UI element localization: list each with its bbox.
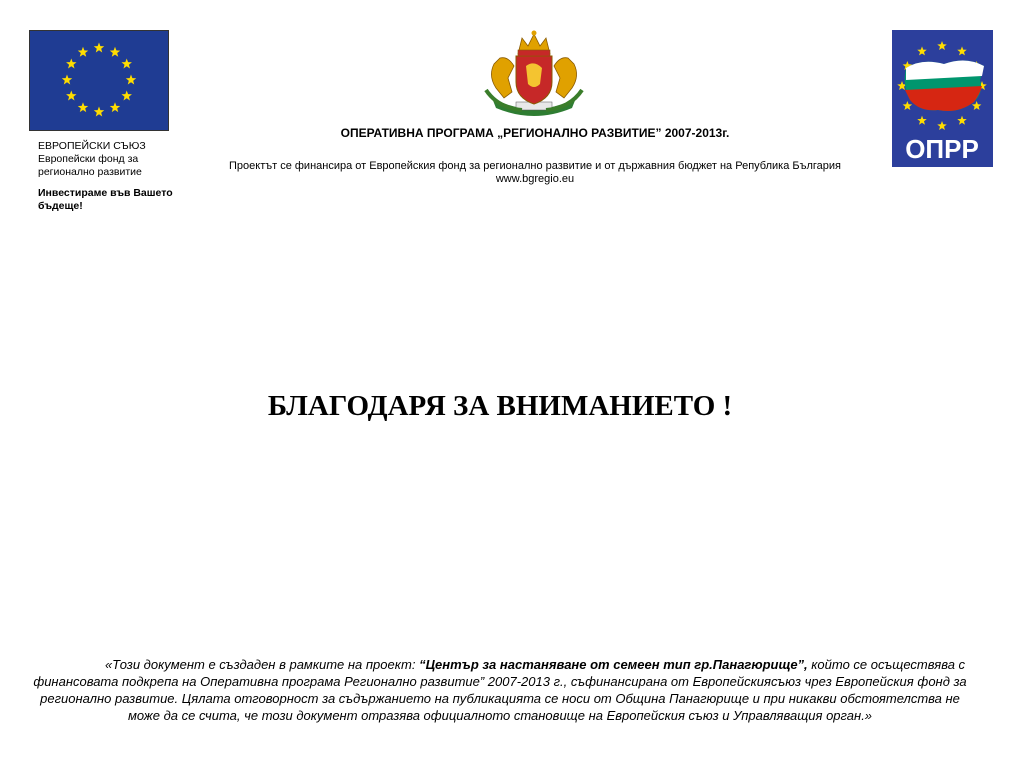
thank-you-heading: БЛАГОДАРЯ ЗА ВНИМАНИЕТО ! xyxy=(267,390,733,422)
eu-slogan: Инвестираме във Вашето бъдеще! xyxy=(38,187,173,212)
star-icon xyxy=(126,75,136,85)
star-icon xyxy=(937,41,947,50)
star-icon xyxy=(78,47,88,57)
oprr-logo-text: ОПРР xyxy=(905,134,979,164)
eu-fund: Европейски фонд за регионално развитие xyxy=(38,153,142,178)
star-icon xyxy=(110,47,120,57)
coat-of-arms-logo xyxy=(478,28,590,118)
coat-of-arms-icon xyxy=(478,28,590,118)
website-link[interactable]: www.bgregio.eu xyxy=(495,173,575,185)
star-icon xyxy=(110,102,120,112)
star-icon xyxy=(903,101,913,110)
eu-stars-icon xyxy=(30,31,168,130)
star-icon xyxy=(78,102,88,112)
programme-title: ОПЕРАТИВНА ПРОГРАМА „РЕГИОНАЛНО РАЗВИТИЕ” 2007-2013г. xyxy=(340,126,730,140)
star-icon xyxy=(121,59,131,69)
eu-flag-logo xyxy=(29,30,169,131)
star-icon xyxy=(957,46,967,55)
eu-name: ЕВРОПЕЙСКИ СЪЮЗ xyxy=(38,140,146,152)
star-icon xyxy=(66,59,76,69)
project-name: “Център за настаняване от семеен тип гр.Панагюрище”, xyxy=(419,657,808,672)
disclaimer-part1: «Този документ е създаден в рамките на проект: xyxy=(104,657,420,672)
star-icon xyxy=(94,43,104,53)
star-icon xyxy=(917,116,927,125)
star-icon xyxy=(937,121,947,130)
star-icon xyxy=(66,91,76,101)
disclaimer-part2: който се осъществява с финансовата подкрепа на Оперативна програма Регионално развитие” 2007-2013 г., съфинансирана от Европейскиясъюз чрез Европейския фонд за регионално развитие. Цялата отговорност за съдържанието на публикацията се носи от Община Панагюрище и при никакви обстоятелства не може да се счита, че този документ отразява официалното становище на Европейския съюз и Управляващия орган.» xyxy=(33,657,967,723)
programme-header xyxy=(140,126,930,186)
star-icon xyxy=(62,75,72,85)
star-icon xyxy=(917,46,927,55)
star-icon xyxy=(121,91,131,101)
star-icon xyxy=(94,107,104,117)
disclaimer-text xyxy=(30,656,970,724)
funding-statement: Проектът се финансира от Европейския фонд за регионално развитие и от държавния бюджет на Република България xyxy=(229,160,841,172)
star-icon xyxy=(957,116,967,125)
